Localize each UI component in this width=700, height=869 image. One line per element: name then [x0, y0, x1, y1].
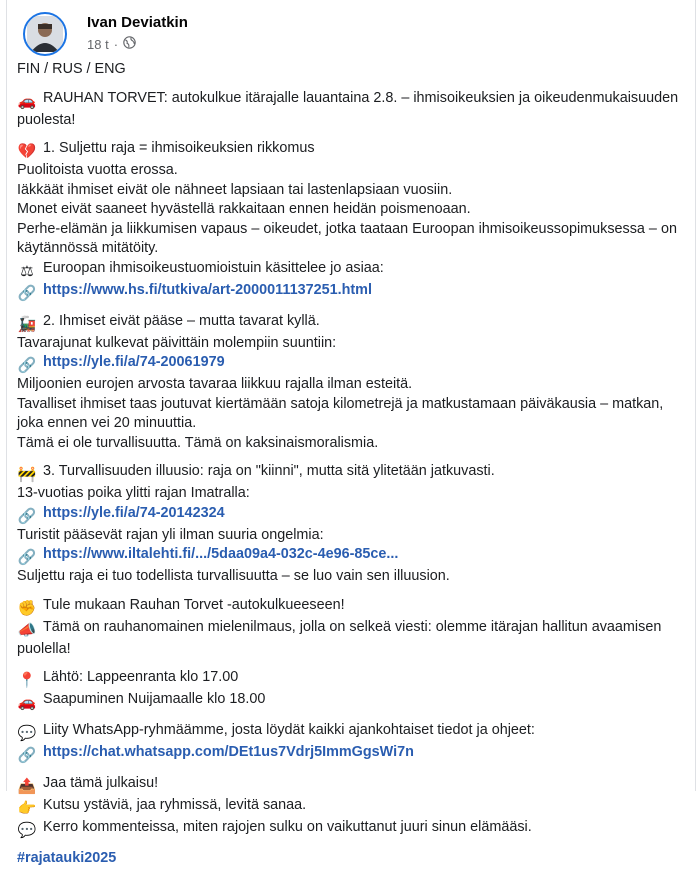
author-name[interactable]: Ivan Deviatkin: [87, 14, 188, 31]
join-line: ✊ Tule mukaan Rauhan Torvet -autokulkueeseen!: [17, 596, 345, 617]
broken-heart-icon: 💔: [17, 143, 37, 160]
text-line: Puolitoista vuotta erossa.: [17, 162, 178, 178]
invite-line: 👉 Kutsu ystäviä, jaa ryhmissä, levitä sanaa.: [17, 797, 307, 817]
megaphone-icon: 📣: [17, 621, 37, 639]
text-line: Suljettu raja ei tuo todellista turvallisuutta – se luo vain sen illuusion.: [17, 568, 450, 584]
link-icon: 🔗: [17, 507, 37, 525]
pin-icon: 📍: [17, 672, 37, 689]
text-line: Iäkkäät ihmiset eivät ole nähneet lapsiaan tai lastenlapsiaan vuosiin.: [17, 181, 453, 198]
post-meta: [87, 36, 136, 52]
share-icon: 📤: [17, 778, 37, 795]
text-line: Tavarajunat kulkevat päivittäin molempiin suuntiin:: [17, 334, 337, 351]
text-line: Perhe-elämän ja liikkumisen vapaus – oikeudet, jotka taataan Euroopan ihmisoikeussopimuksessa – on käytännössä mitätöity.: [17, 220, 677, 256]
court-line: ⚖ Euroopan ihmisoikeustuomioistuin käsittelee jo asiaa:: [17, 259, 687, 281]
link-line: [17, 504, 687, 526]
yle-link-2[interactable]: https://yle.fi/a/74-20142324: [43, 504, 225, 521]
hashtag-link[interactable]: #rajatauki2025: [17, 850, 117, 866]
iltalehti-link[interactable]: https://www.iltalehti.fi/.../5daa09a4-032c-4e96-85ce...: [43, 546, 399, 562]
scales-icon: ⚖: [20, 262, 34, 280]
link-icon: 🔗: [17, 549, 37, 566]
car-icon: 🚗: [17, 694, 37, 711]
link-icon: 🔗: [17, 284, 37, 302]
link-line: [17, 743, 687, 765]
arrive-line: 🚗 Saapuminen Nuijamaalle klo 18.00: [17, 691, 266, 711]
barrier-icon: 🚧: [17, 466, 37, 483]
post-card: [6, 0, 696, 866]
share-line: 📤 Jaa tämä julkaisu!: [17, 775, 159, 795]
start-line: 📍 Lähtö: Lappeenranta klo 17.00: [17, 669, 239, 689]
text-line: Tämä ei ole turvallisuutta. Tämä on kaksinaismoralismia.: [17, 434, 379, 451]
section-3-heading: 🚧 3. Turvallisuuden illuusio: raja on "kiinni", mutta sitä ylitetään jatkuvasti.: [17, 463, 495, 483]
post-body: [17, 60, 687, 869]
link-line: [17, 353, 687, 375]
title-line: 🚗 RAUHAN TORVET: autokulkue itärajalle lauantaina 2.8. – ihmisoikeuksien ja oikeudenmukaisuuden puolesta!: [17, 89, 679, 128]
yle-link-1[interactable]: https://yle.fi/a/74-20061979: [43, 354, 225, 370]
link-line: [17, 545, 687, 567]
text-line: Tavalliset ihmiset taas joutuvat kiertämään satoja kilometrejä ja matkustamaan päiväkausia – matkan, joka ennen vei 20 minuuttia.: [17, 395, 664, 431]
speech-bubble-icon: 💬: [17, 822, 37, 839]
comment-line: 💬 Kerro kommenteissa, miten rajojen sulku on vaikuttanut juuri sinun elämääsi.: [17, 819, 532, 839]
link-icon: 🔗: [17, 357, 37, 374]
whatsapp-link[interactable]: https://chat.whatsapp.com/DEt1us7Vdrj5ImmGgsWi7n: [43, 744, 414, 760]
text-line: Monet eivät saaneet hyvästellä rakkaitaan ennen heidän poismenoaan.: [17, 201, 471, 217]
section-2-heading: 🚂 2. Ihmiset eivät pääse – mutta tavarat kyllä.: [17, 312, 320, 333]
whatsapp-line: 💬 Liity WhatsApp-ryhmäämme, josta löydät kaikki ajankohtaiset tiedot ja ohjeet:: [17, 722, 535, 742]
text-line: Miljoonien eurojen arvosta tavaraa liikkuu rajalla ilman esteitä.: [17, 376, 413, 392]
link-line: [17, 281, 687, 303]
text-line: Turistit pääsevät rajan yli ilman suuria ongelmia:: [17, 526, 324, 543]
text-line: 13-vuotias poika ylitti rajan Imatralla:: [17, 485, 250, 501]
speech-bubble-icon: 💬: [17, 725, 37, 742]
language-line: FIN / RUS / ENG: [17, 61, 126, 77]
post-time[interactable]: 18 t: [87, 36, 109, 52]
hashtag-line: [17, 849, 687, 869]
car-icon: 🚗: [17, 92, 37, 110]
pointing-hand-icon: 👉: [17, 800, 37, 817]
hs-link[interactable]: https://www.hs.fi/tutkiva/art-2000011137251.html: [43, 281, 372, 298]
peaceful-line: 📣 Tämä on rauhanomainen mielenilmaus, jolla on selkeä viesti: olemme itärajan hallitun avaamisen puolella!: [17, 618, 662, 657]
fist-icon: ✊: [17, 599, 37, 617]
avatar[interactable]: [23, 12, 67, 56]
meta-separator: ·: [113, 36, 119, 52]
globe-icon: [123, 36, 136, 52]
section-1-heading: 💔 1. Suljettu raja = ihmisoikeuksien rikkomus: [17, 140, 315, 160]
train-icon: 🚂: [17, 315, 37, 333]
link-icon: 🔗: [17, 747, 37, 764]
